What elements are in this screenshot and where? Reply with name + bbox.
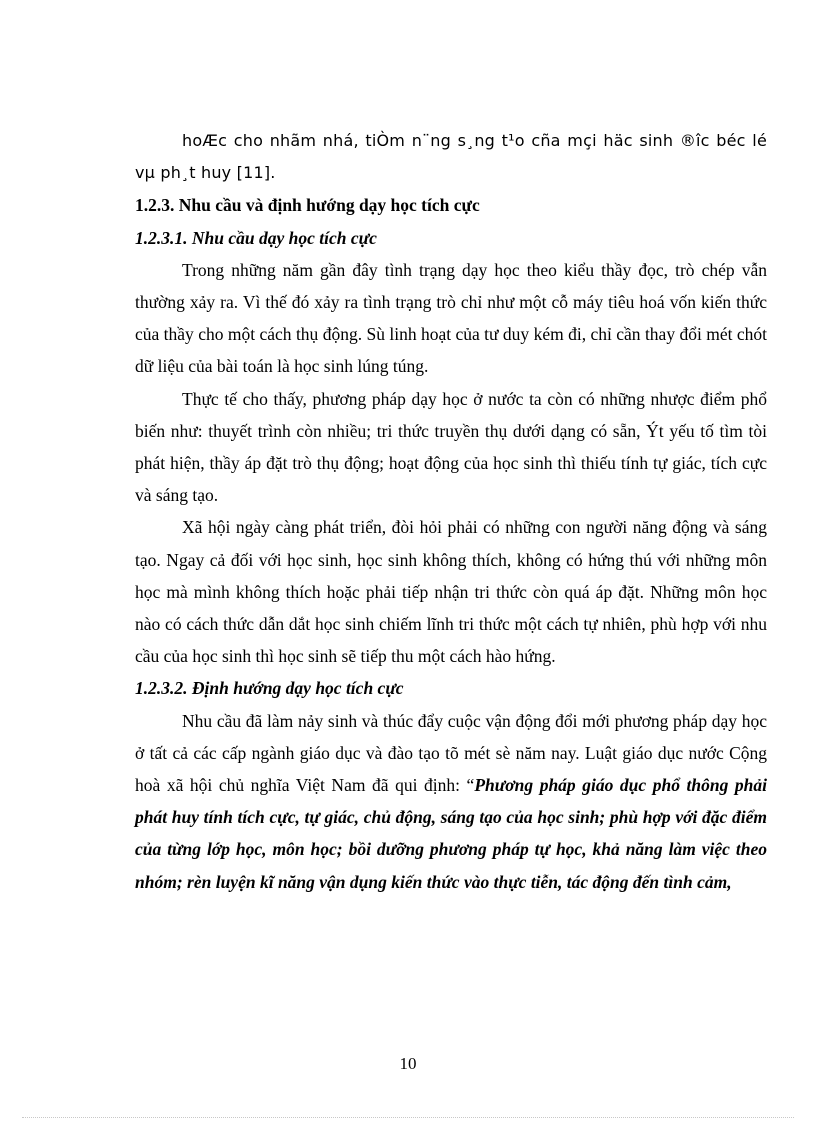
subsection-heading-1-2-3-2: 1.2.3.2. Định hướng dạy học tích cực — [135, 678, 404, 699]
page-number: 10 — [399, 1054, 417, 1073]
paragraph-4 — [135, 705, 767, 898]
paragraph-1: Trong những năm gần đây tình trạng dạy học theo kiểu thầy đọc, trò chép vẫn thường xảy ra. Vì thế đó xảy ra tình trạng trò chỉ như một cỗ máy tiêu hoá vốn kiến thức của thầy cho một cách thụ động. Sù linh hoạt của tư duy kém đi, chỉ cần thay đổi mét chót dữ liệu của bài toán là học sinh lúng túng. — [135, 259, 767, 377]
paragraph-4-text: Nhu cầu đã làm nảy sinh và thúc đẩy cuộc vận động đổi mới phương pháp dạy học ở tất cả các cấp ngành giáo dục và đào tạo tõ mét sè năm nay. Luật giáo dục nước Cộng hoà xã hội chủ nghĩa Việt Nam đã qui định: “ — [135, 710, 767, 796]
paragraph-2: Thực tế cho thấy, phương pháp dạy học ở nước ta còn có những nhược điểm phổ biến như: thuyết trình còn nhiều; tri thức truyền thụ dưới dạng có sẵn, Ýt yếu tố tìm tòi phát hiện, thầy áp đặt trò thụ động; hoạt động của học sinh thì thiếu tính tự giác, tích cực và sáng tạo. — [135, 388, 767, 506]
paragraph-4-quote: Phương pháp giáo dục phổ thông phải phát huy tính tích cực, tự giác, chủ động, sáng tạo của học sinh; phù hợp với đặc điểm của từng lớp học, môn học; bồi dưỡng phương pháp tự học, khả năng làm việc theo nhóm; rèn luyện kĩ năng vận dụng kiến thức vào thực tiễn, tác động đến tình cảm, — [135, 775, 768, 892]
footer-divider — [22, 1117, 794, 1118]
section-heading-1-2-3: 1.2.3. Nhu cầu và định hướng dạy học tích cực — [135, 195, 480, 216]
page-content — [135, 125, 767, 898]
subsection-heading-1-2-3-1: 1.2.3.1. Nhu cầu dạy học tích cực — [135, 227, 377, 248]
paragraph-intro: hoÆc cho nhãm nhá, tiÒm n¨ng s¸ng t¹o cña mçi häc sinh ®îc béc lé vµ ph¸t huy [11]. — [135, 131, 767, 183]
paragraph-3: Xã hội ngày càng phát triển, đòi hỏi phải có những con người năng động và sáng tạo. Ngay cả đối với học sinh, học sinh không thích, không có hứng thú với những môn học mà mình không thích hoặc phải tiếp nhận tri thức còn quá áp đặt. Những môn học nào có cách thức dẫn dắt học sinh chiếm lĩnh tri thức một cách tự nhiên, phù hợp với nhu cầu của học sinh thì học sinh sẽ tiếp thu một cách hào hứng. — [135, 517, 767, 667]
